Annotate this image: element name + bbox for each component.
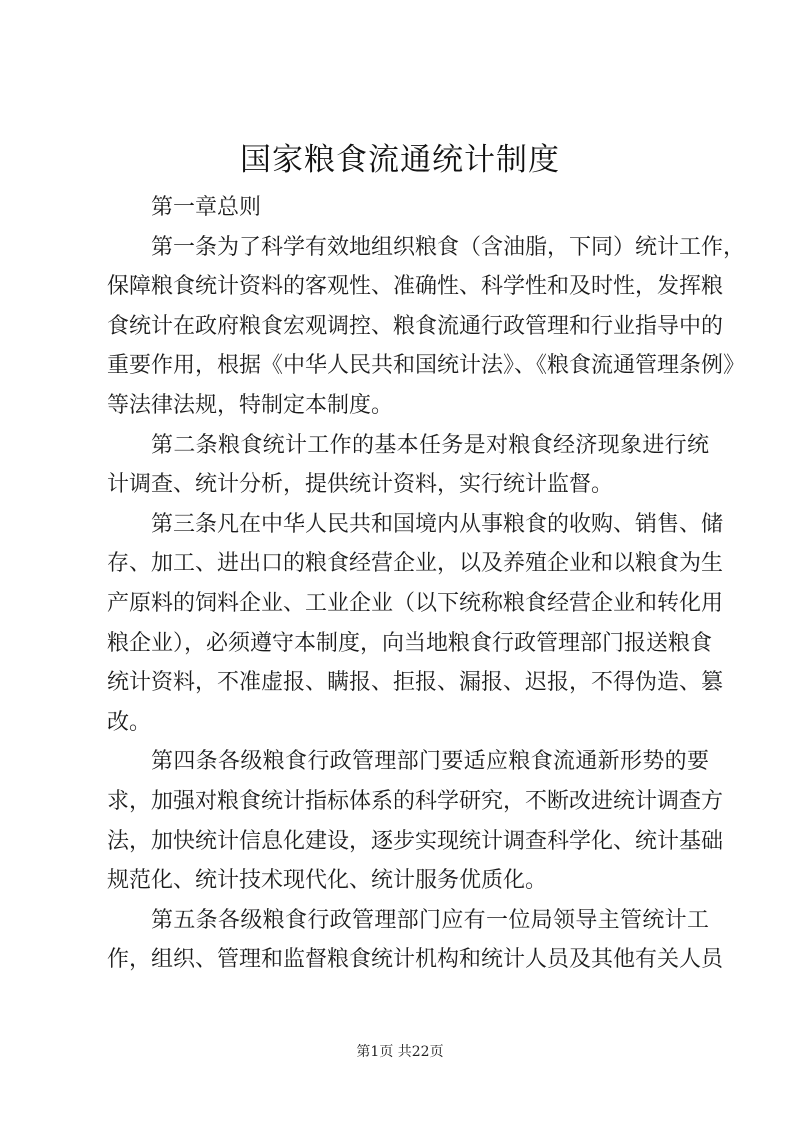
article-paragraph [107, 228, 746, 426]
text-line: 等法律法规，特制定本制度。 [107, 392, 394, 418]
text-line: 计调查、统计分析，提供统计资料，实行统计监督。 [107, 472, 614, 498]
text-line: 保障粮食统计资料的客观性、准确性、科学性和及时性，发挥粮 [107, 274, 724, 300]
text-line: 第一章总则 [151, 195, 262, 220]
text-line: 重要作用，根据《中华人民共和国统计法》、《粮食流通管理条例》 [107, 353, 746, 379]
text-line: 统计资料，不准虚报、瞒报、拒报、漏报、迟报，不得伪造、篡 [107, 670, 724, 696]
text-line: 第三条凡在中华人民共和国境内从事粮食的收购、销售、储 [151, 511, 724, 537]
text-line: 规范化、统计技术现代化、统计服务优质化。 [107, 868, 548, 894]
text-line: 第二条粮食统计工作的基本任务是对粮食经济现象进行统 [151, 432, 709, 458]
article-paragraph [107, 426, 709, 505]
document-body [107, 188, 746, 980]
article-paragraph [107, 505, 724, 743]
text-line: 第五条各级粮食行政管理部门应有一位局领导主管统计工 [151, 907, 709, 933]
text-line: 求，加强对粮食统计指标体系的科学研究，不断改进统计调查方 [107, 788, 724, 814]
text-line: 第四条各级粮食行政管理部门要适应粮食流通新形势的要 [151, 749, 709, 775]
text-line: 第一条为了科学有效地组织粮食（含油脂，下同）统计工作， [151, 234, 746, 260]
text-line: 改。 [107, 709, 152, 735]
text-line: 存、加工、进出口的粮食经营企业，以及养殖企业和以粮食为生 [107, 551, 724, 577]
document-title: 国家粮食流通统计制度 [240, 142, 560, 178]
article-paragraph [107, 742, 724, 900]
article-paragraph [107, 901, 724, 980]
page-number: 第1页 共22页 [356, 1044, 444, 1060]
text-line: 作，组织、管理和监督粮食统计机构和统计人员及其他有关人员 [107, 947, 724, 973]
text-line: 法，加快统计信息化建设，逐步实现统计调查科学化、统计基础 [107, 828, 724, 854]
text-line: 粮企业），必须遵守本制度，向当地粮食行政管理部门报送粮食 [107, 630, 713, 656]
chapter-heading [107, 188, 709, 228]
text-line: 食统计在政府粮食宏观调控、粮食流通行政管理和行业指导中的 [107, 313, 724, 339]
text-line: 产原料的饲料企业、工业企业（以下统称粮食经营企业和转化用 [107, 590, 724, 616]
